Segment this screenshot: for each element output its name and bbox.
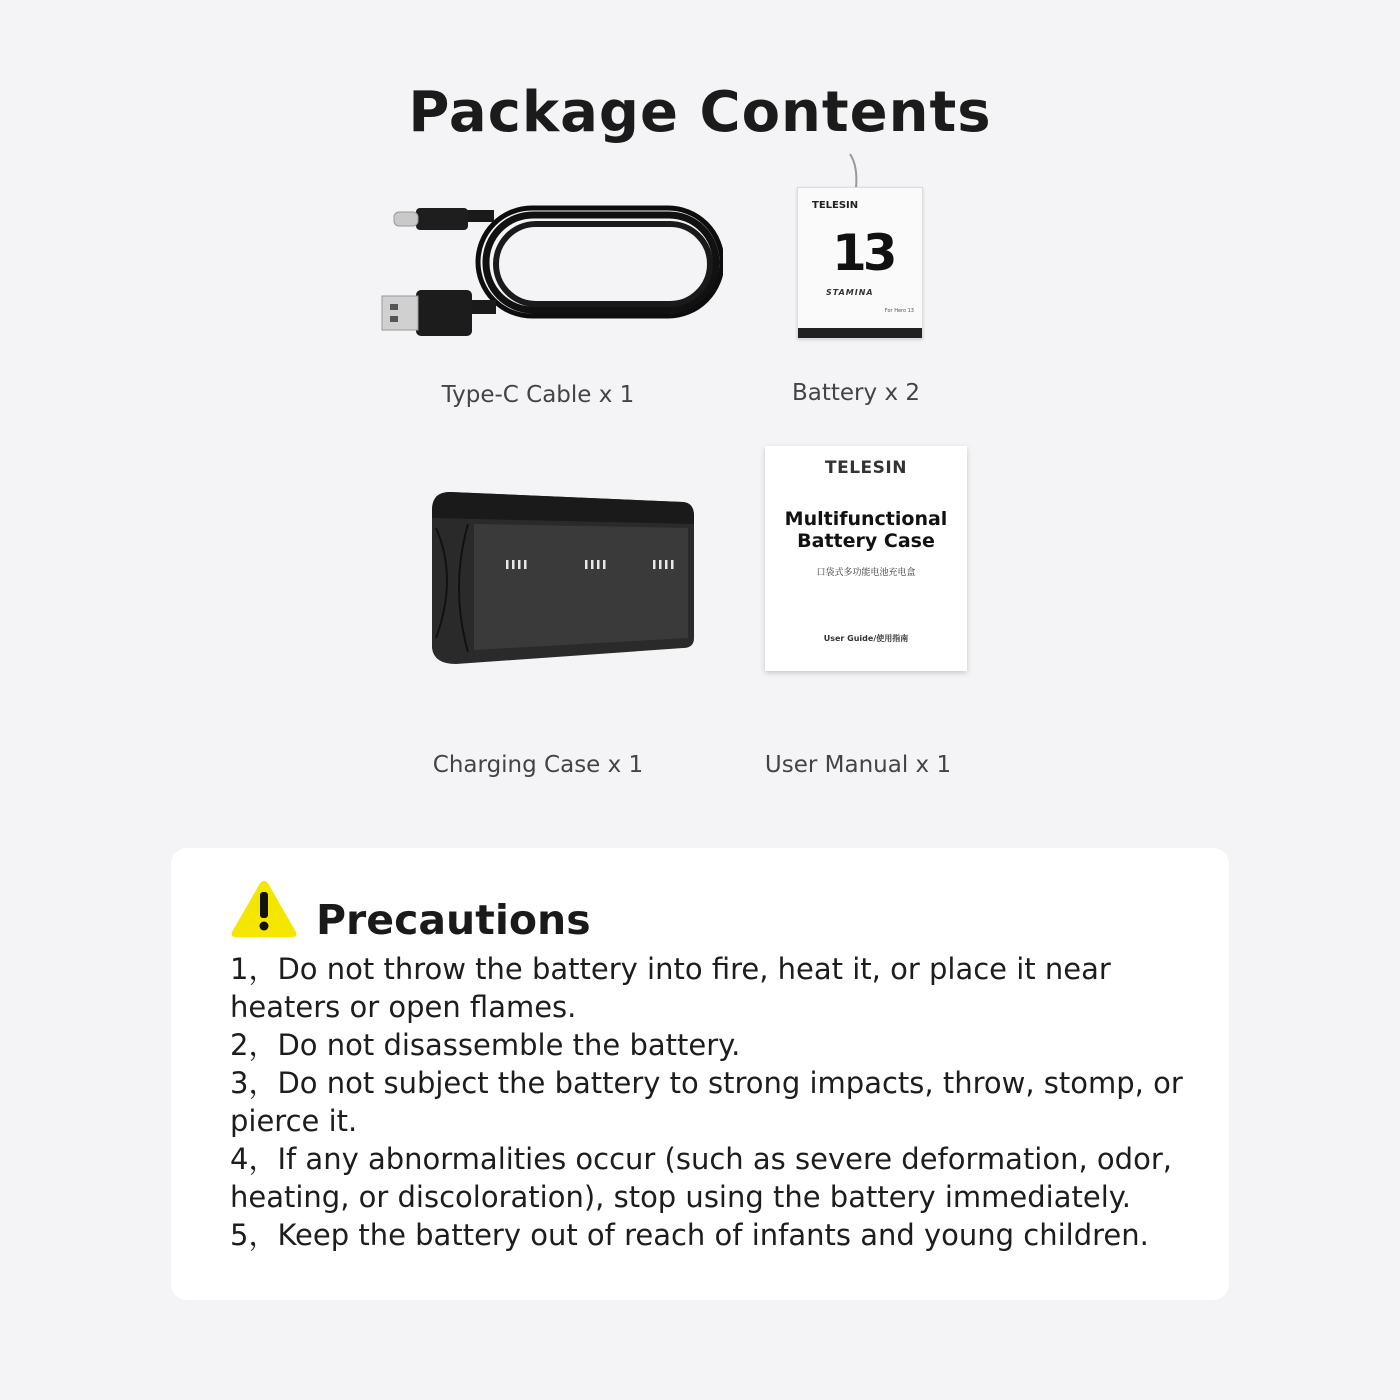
manual-subtitle-cn: 口袋式多功能电池充电盒 <box>816 568 916 578</box>
list-item: 1，Do not throw the battery into fire, heat it, or place it near heaters or open flames. <box>230 952 1111 1024</box>
precautions-title: Precautions <box>316 896 591 944</box>
battery-contacts <box>798 328 922 338</box>
list-item: 4，If any abnormalities occur (such as severe deformation, odor, heating, or discoloration), stop using the battery immediately. <box>230 1142 1172 1214</box>
product-caption-manual: User Manual x 1 <box>764 752 952 778</box>
product-caption-charging-case: Charging Case x 1 <box>432 752 644 778</box>
list-item: 3，Do not subject the battery to strong impacts, throw, stomp, or pierce it. <box>230 1066 1183 1138</box>
precautions-card <box>171 848 1229 1300</box>
manual-title-line1: Multifunctional <box>784 508 948 530</box>
manual-guide-label: User Guide/使用指南 <box>823 634 909 643</box>
battery-model-note: For Hero 13 <box>884 308 914 314</box>
list-item: 2，Do not disassemble the battery. <box>230 1028 741 1062</box>
user-manual-image <box>765 446 967 671</box>
type-c-cable-image <box>378 200 723 345</box>
battery-brand-label: TELESIN <box>812 200 859 211</box>
list-item: 5，Keep the battery out of reach of infants and young children. <box>230 1218 1149 1252</box>
precautions-list <box>230 950 1210 1254</box>
page-title: Package Contents <box>408 79 992 145</box>
battery-pull-tab-icon <box>840 152 870 190</box>
manual-title-line2: Battery Case <box>797 530 935 552</box>
battery-number-label: 13 <box>832 224 894 282</box>
warning-icon <box>229 878 299 940</box>
charging-case-image <box>428 488 700 668</box>
battery-image <box>797 187 923 339</box>
manual-title <box>765 508 967 552</box>
manual-brand-label: TELESIN <box>825 458 907 478</box>
product-caption-battery: Battery x 2 <box>792 380 920 406</box>
product-caption-cable: Type-C Cable x 1 <box>441 382 635 408</box>
battery-stamina-label: STAMINA <box>826 288 874 297</box>
